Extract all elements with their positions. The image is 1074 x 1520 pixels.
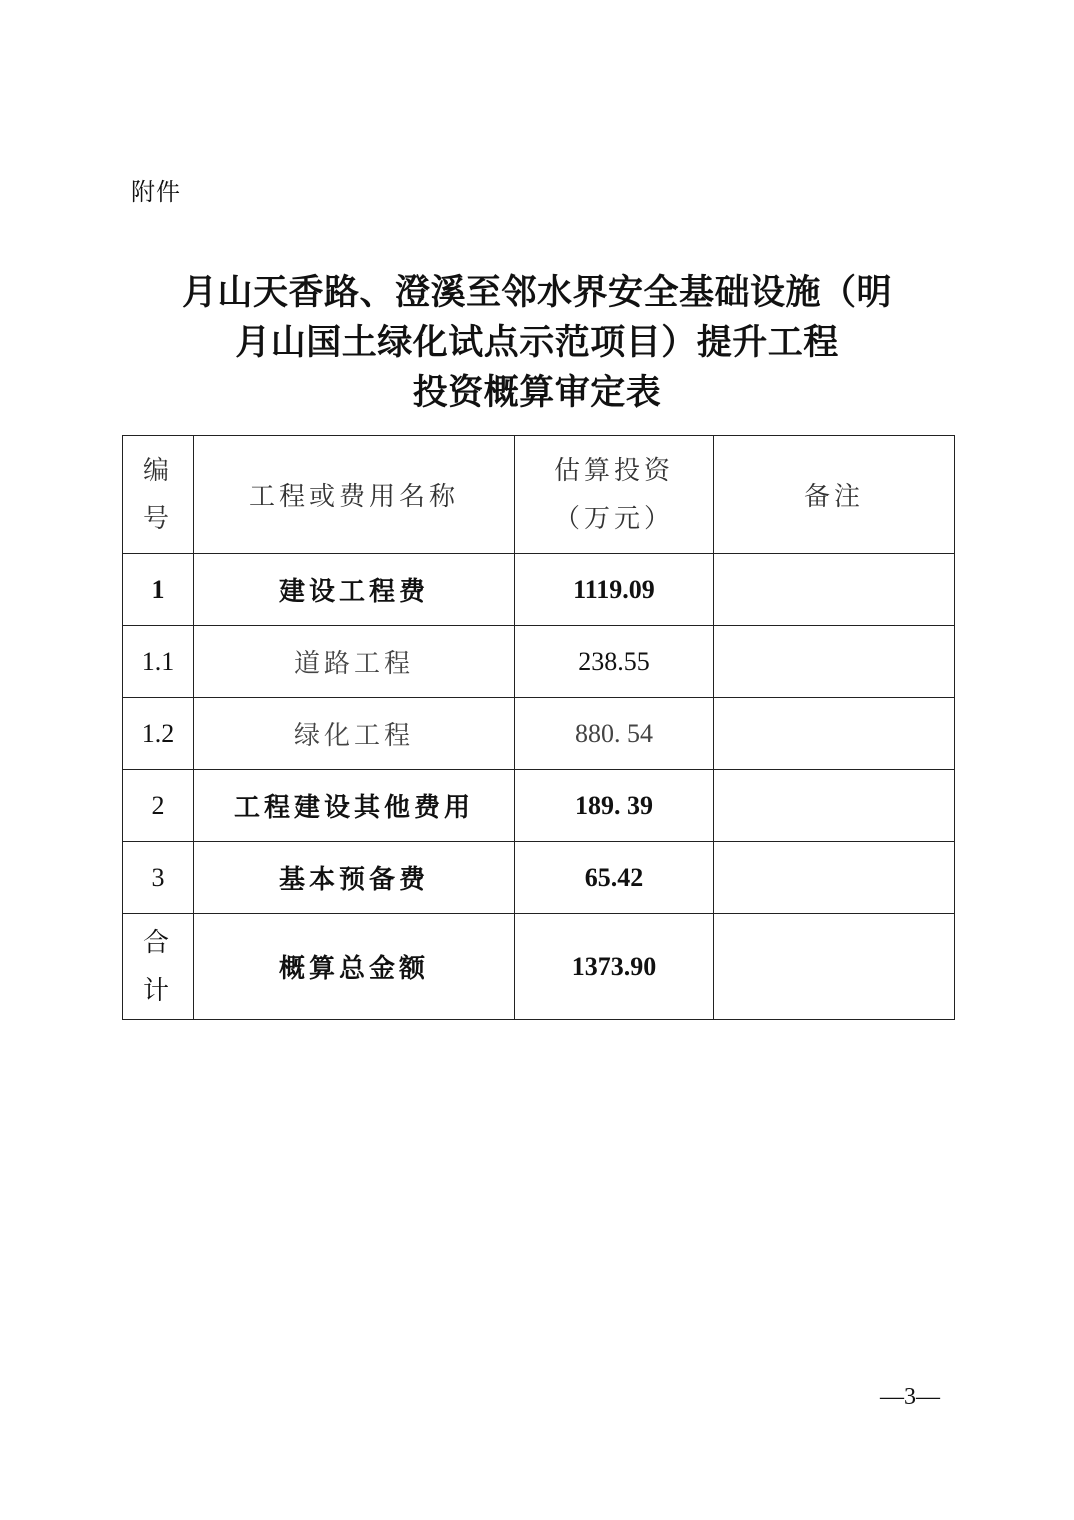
row-remark — [714, 770, 955, 842]
page-number: —3— — [880, 1384, 940, 1410]
header-number — [123, 436, 194, 554]
total-label-char-1: 合 — [142, 927, 173, 958]
header-investment-line-1: 估算投资 — [553, 455, 674, 486]
row-name: 基本预备费 — [194, 842, 515, 914]
row-amount: 189. 39 — [515, 770, 714, 842]
row-number: 3 — [123, 842, 194, 914]
row-remark — [714, 626, 955, 698]
row-name: 绿化工程 — [194, 698, 515, 770]
table-header-row — [123, 436, 955, 554]
total-label-char-2: 计 — [142, 975, 173, 1006]
total-amount: 1373.90 — [515, 914, 714, 1020]
row-amount: 65.42 — [515, 842, 714, 914]
row-name: 道路工程 — [194, 626, 515, 698]
row-name: 工程建设其他费用 — [194, 770, 515, 842]
row-amount: 238.55 — [515, 626, 714, 698]
total-name: 概算总金额 — [194, 914, 515, 1020]
row-remark — [714, 554, 955, 626]
attachment-label: 附件 — [131, 178, 181, 206]
row-amount: 1119.09 — [515, 554, 714, 626]
header-number-char-1: 编 — [142, 455, 173, 486]
table-row — [123, 770, 955, 842]
document-title — [0, 268, 1074, 418]
header-investment-line-2: （万元） — [553, 503, 674, 534]
row-amount: 880. 54 — [515, 698, 714, 770]
header-name: 工程或费用名称 — [194, 436, 515, 554]
table-row — [123, 698, 955, 770]
table-row — [123, 554, 955, 626]
budget-table — [122, 435, 955, 1020]
total-label — [123, 914, 194, 1020]
row-number: 1.1 — [123, 626, 194, 698]
row-number: 1 — [123, 554, 194, 626]
header-number-char-2: 号 — [142, 503, 173, 534]
row-remark — [714, 842, 955, 914]
table-row — [123, 626, 955, 698]
row-name: 建设工程费 — [194, 554, 515, 626]
total-remark — [714, 914, 955, 1020]
title-line-2: 月山国土绿化试点示范项目）提升工程 — [235, 322, 839, 363]
table-row — [123, 842, 955, 914]
row-number: 2 — [123, 770, 194, 842]
row-remark — [714, 698, 955, 770]
row-number: 1.2 — [123, 698, 194, 770]
header-investment — [515, 436, 714, 554]
total-row — [123, 914, 955, 1020]
header-remark: 备注 — [714, 436, 955, 554]
title-line-3: 投资概算审定表 — [412, 372, 662, 413]
title-line-1: 月山天香路、澄溪至邻水界安全基础设施（明 — [181, 272, 892, 313]
